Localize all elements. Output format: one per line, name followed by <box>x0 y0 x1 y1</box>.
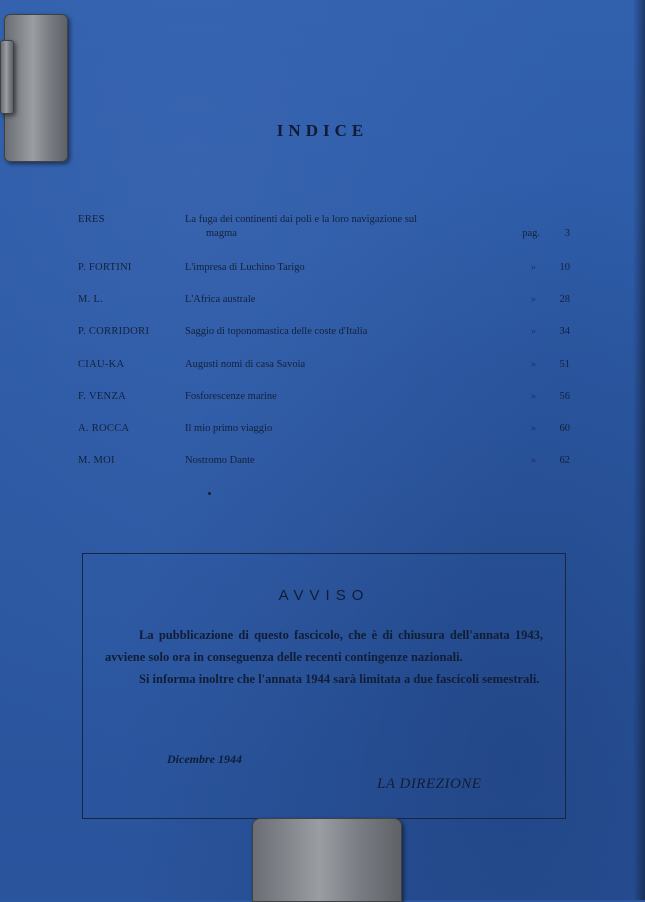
toc-page-label: pag. <box>522 228 540 239</box>
toc-page-number: 51 <box>559 359 570 370</box>
toc-entry <box>78 423 570 441</box>
toc-entry <box>78 391 570 409</box>
toc-entry <box>78 326 570 344</box>
notice-paragraph: La pubblicazione di questo fascicolo, che è di chiusura dell'annata 1943, avviene solo ora in conseguenza delle recenti contingenze nazionali. <box>105 628 543 664</box>
toc-title: Nostromo Dante <box>185 455 255 466</box>
toc-page-number: 10 <box>559 262 570 273</box>
toc-author: P. CORRIDORI <box>78 326 150 337</box>
toc-ditto-mark: » <box>530 455 536 466</box>
toc-entry <box>78 214 570 239</box>
toc-entry <box>78 262 570 280</box>
notice-title: AVVISO <box>278 587 370 604</box>
notice-body <box>105 624 543 690</box>
notice-box <box>82 553 566 819</box>
notice-date: Dicembre 1944 <box>167 752 242 766</box>
toc-title: Augusti nomi di casa Savoia <box>185 359 306 370</box>
toc-author: CIAU-KA <box>78 359 125 370</box>
toc-title: Saggio di toponomastica delle coste d'Italia <box>185 326 368 337</box>
toc-entry <box>78 455 570 473</box>
toc-author: A. ROCCA <box>78 423 130 434</box>
toc-page-number: 34 <box>559 326 570 337</box>
toc-title: Fosforescenze marine <box>185 391 277 402</box>
toc-title: L'impresa di Luchino Tarigo <box>185 262 305 273</box>
notice-paragraph: Si informa inoltre che l'annata 1944 sarà limitata a due fascicoli semestrali. <box>139 672 540 686</box>
ink-speck <box>208 492 211 495</box>
toc-ditto-mark: » <box>530 359 536 370</box>
binder-clip-bottom <box>252 818 402 902</box>
index-title: INDICE <box>276 121 369 140</box>
toc-ditto-mark: » <box>530 423 536 434</box>
toc-author: F. VENZA <box>78 391 127 402</box>
toc-title: La fuga dei continenti dai poli e la loro navigazione sul <box>185 214 418 225</box>
toc-ditto-mark: » <box>530 294 536 305</box>
notice-signature: LA DIREZIONE <box>377 776 482 792</box>
toc-ditto-mark: » <box>530 391 536 402</box>
toc-page-number: 56 <box>559 391 570 402</box>
toc-author: M. L. <box>78 294 104 305</box>
toc-title: Il mio primo viaggio <box>185 423 273 434</box>
toc-page-number: 28 <box>559 294 570 305</box>
toc-author: ERES <box>78 214 105 225</box>
toc-ditto-mark: » <box>530 326 536 337</box>
toc-page-number: 60 <box>559 423 570 434</box>
toc-page-number: 62 <box>559 455 570 466</box>
toc-entry <box>78 359 570 377</box>
toc-entry <box>78 294 570 312</box>
toc-author: M. MOI <box>78 455 115 466</box>
toc-author: P. FORTINI <box>78 262 132 273</box>
toc-title-continued: magma <box>206 228 237 239</box>
toc-ditto-mark: » <box>530 262 536 273</box>
binder-clip-tab <box>0 40 14 114</box>
toc-title: L'Africa australe <box>185 294 256 305</box>
toc-page-number: 3 <box>564 228 570 239</box>
